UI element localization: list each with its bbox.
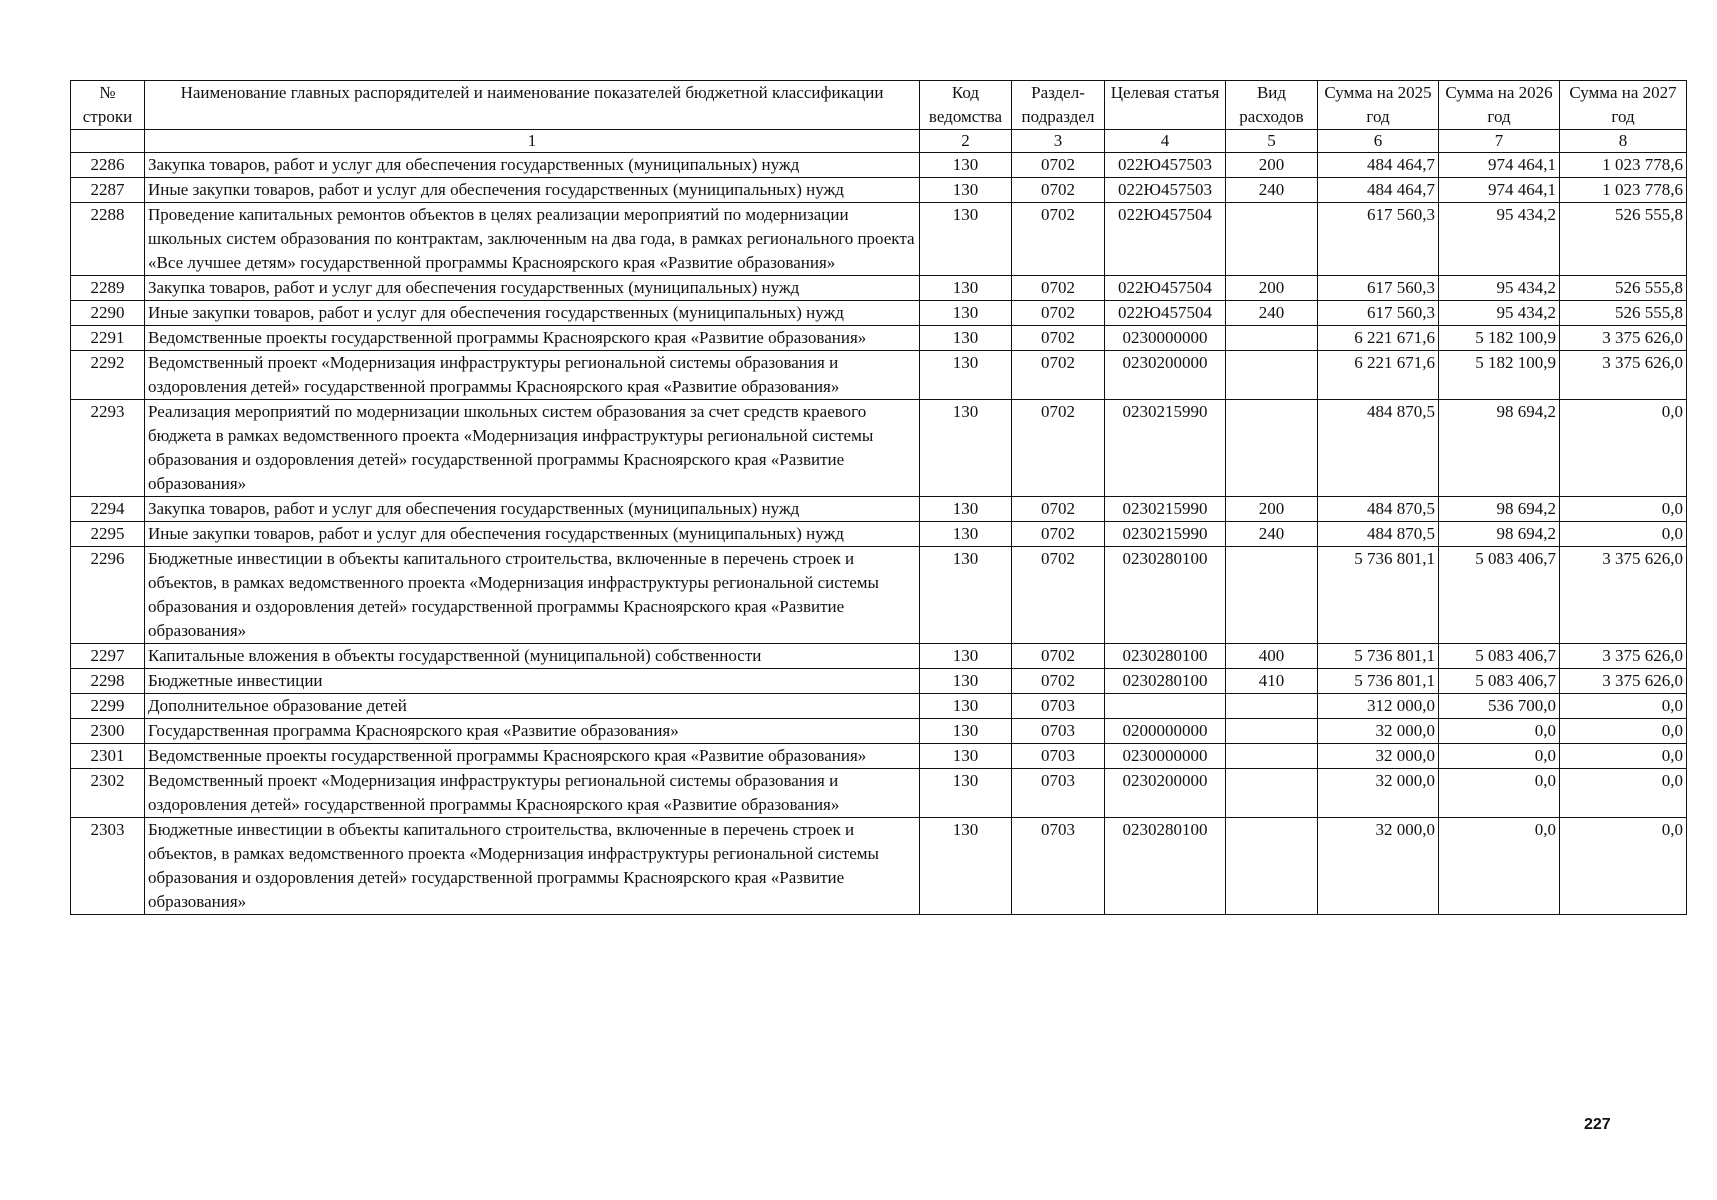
row-name-cell: Ведомственный проект «Модернизация инфраструктуры региональной системы образования и оздоровления детей» государственной программы Красноярского края «Развитие образования» bbox=[145, 351, 920, 400]
sum-2025-cell: 6 221 671,6 bbox=[1318, 326, 1439, 351]
vedomstvo-code-cell: 130 bbox=[920, 351, 1012, 400]
razdel-cell: 0703 bbox=[1012, 744, 1105, 769]
table-row bbox=[71, 669, 1687, 694]
row-name-cell: Бюджетные инвестиции bbox=[145, 669, 920, 694]
sum-2026-cell: 98 694,2 bbox=[1439, 497, 1560, 522]
razdel-cell: 0702 bbox=[1012, 276, 1105, 301]
sum-2026-cell: 5 083 406,7 bbox=[1439, 547, 1560, 644]
sum-2027-cell: 0,0 bbox=[1560, 522, 1687, 547]
row-number-cell: 2292 bbox=[71, 351, 145, 400]
razdel-cell: 0702 bbox=[1012, 669, 1105, 694]
table-row bbox=[71, 203, 1687, 276]
razdel-cell: 0702 bbox=[1012, 301, 1105, 326]
vid-rashodov-cell: 200 bbox=[1226, 276, 1318, 301]
razdel-cell: 0702 bbox=[1012, 644, 1105, 669]
row-name-cell: Бюджетные инвестиции в объекты капитального строительства, включенные в перечень строек и объектов, в рамках ведомственного проекта «Модернизация инфраструктуры региональной системы образования и оздоровления детей» государственной программы Красноярского края «Развитие образования» bbox=[145, 818, 920, 915]
column-number: 8 bbox=[1560, 130, 1687, 153]
table-row bbox=[71, 326, 1687, 351]
row-name-cell: Иные закупки товаров, работ и услуг для обеспечения государственных (муниципальных) нужд bbox=[145, 178, 920, 203]
row-number-cell: 2297 bbox=[71, 644, 145, 669]
sum-2025-cell: 6 221 671,6 bbox=[1318, 351, 1439, 400]
vedomstvo-code-cell: 130 bbox=[920, 400, 1012, 497]
sum-2026-cell: 95 434,2 bbox=[1439, 276, 1560, 301]
table-row bbox=[71, 153, 1687, 178]
sum-2025-cell: 5 736 801,1 bbox=[1318, 547, 1439, 644]
row-number-cell: 2294 bbox=[71, 497, 145, 522]
row-name-cell: Ведомственный проект «Модернизация инфраструктуры региональной системы образования и оздоровления детей» государственной программы Красноярского края «Развитие образования» bbox=[145, 769, 920, 818]
sum-2027-cell: 526 555,8 bbox=[1560, 203, 1687, 276]
sum-2027-cell: 0,0 bbox=[1560, 719, 1687, 744]
row-number-cell: 2302 bbox=[71, 769, 145, 818]
celevaya-statya-cell: 0230280100 bbox=[1105, 669, 1226, 694]
razdel-cell: 0703 bbox=[1012, 818, 1105, 915]
row-number-cell: 2290 bbox=[71, 301, 145, 326]
row-number-cell: 2300 bbox=[71, 719, 145, 744]
sum-2026-cell: 0,0 bbox=[1439, 769, 1560, 818]
sum-2025-cell: 32 000,0 bbox=[1318, 818, 1439, 915]
column-number: 2 bbox=[920, 130, 1012, 153]
razdel-cell: 0702 bbox=[1012, 178, 1105, 203]
column-number: 5 bbox=[1226, 130, 1318, 153]
celevaya-statya-cell: 0230200000 bbox=[1105, 769, 1226, 818]
vid-rashodov-cell: 240 bbox=[1226, 522, 1318, 547]
row-name-cell: Ведомственные проекты государственной программы Красноярского края «Развитие образования» bbox=[145, 326, 920, 351]
razdel-cell: 0702 bbox=[1012, 547, 1105, 644]
row-number-cell: 2291 bbox=[71, 326, 145, 351]
table-row bbox=[71, 744, 1687, 769]
budget-table bbox=[70, 80, 1687, 915]
celevaya-statya-cell: 0200000000 bbox=[1105, 719, 1226, 744]
table-header bbox=[71, 81, 1687, 153]
sum-2027-cell: 526 555,8 bbox=[1560, 301, 1687, 326]
row-name-cell: Ведомственные проекты государственной программы Красноярского края «Развитие образования» bbox=[145, 744, 920, 769]
vid-rashodov-cell: 410 bbox=[1226, 669, 1318, 694]
row-number-cell: 2288 bbox=[71, 203, 145, 276]
column-number: 3 bbox=[1012, 130, 1105, 153]
row-name-cell: Государственная программа Красноярского края «Развитие образования» bbox=[145, 719, 920, 744]
row-number-cell: 2293 bbox=[71, 400, 145, 497]
table-row bbox=[71, 351, 1687, 400]
table-row bbox=[71, 694, 1687, 719]
vedomstvo-code-cell: 130 bbox=[920, 301, 1012, 326]
celevaya-statya-cell: 0230000000 bbox=[1105, 744, 1226, 769]
sum-2025-cell: 32 000,0 bbox=[1318, 744, 1439, 769]
razdel-cell: 0702 bbox=[1012, 326, 1105, 351]
table-body bbox=[71, 153, 1687, 915]
column-number: 1 bbox=[145, 130, 920, 153]
celevaya-statya-cell: 022Ю457504 bbox=[1105, 301, 1226, 326]
vedomstvo-code-cell: 130 bbox=[920, 719, 1012, 744]
celevaya-statya-cell: 022Ю457503 bbox=[1105, 178, 1226, 203]
table-row bbox=[71, 178, 1687, 203]
header-sum-2027: Сумма на 2027 год bbox=[1560, 81, 1687, 130]
sum-2027-cell: 0,0 bbox=[1560, 694, 1687, 719]
row-name-cell: Бюджетные инвестиции в объекты капитального строительства, включенные в перечень строек и объектов, в рамках ведомственного проекта «Модернизация инфраструктуры региональной системы образования и оздоровления детей» государственной программы Красноярского края «Развитие образования» bbox=[145, 547, 920, 644]
row-name-cell: Капитальные вложения в объекты государственной (муниципальной) собственности bbox=[145, 644, 920, 669]
row-name-cell: Закупка товаров, работ и услуг для обеспечения государственных (муниципальных) нужд bbox=[145, 497, 920, 522]
sum-2025-cell: 617 560,3 bbox=[1318, 301, 1439, 326]
row-name-cell: Реализация мероприятий по модернизации школьных систем образования за счет средств краевого бюджета в рамках ведомственного проекта «Модернизация инфраструктуры региональной системы образования и оздоровления детей» государственной программы Красноярского края «Развитие образования» bbox=[145, 400, 920, 497]
razdel-cell: 0703 bbox=[1012, 769, 1105, 818]
vid-rashodov-cell: 240 bbox=[1226, 301, 1318, 326]
celevaya-statya-cell: 022Ю457504 bbox=[1105, 276, 1226, 301]
sum-2027-cell: 0,0 bbox=[1560, 769, 1687, 818]
row-number-cell: 2298 bbox=[71, 669, 145, 694]
razdel-cell: 0703 bbox=[1012, 719, 1105, 744]
vid-rashodov-cell bbox=[1226, 547, 1318, 644]
sum-2027-cell: 0,0 bbox=[1560, 400, 1687, 497]
sum-2026-cell: 98 694,2 bbox=[1439, 400, 1560, 497]
razdel-cell: 0702 bbox=[1012, 203, 1105, 276]
sum-2026-cell: 5 083 406,7 bbox=[1439, 644, 1560, 669]
table-row bbox=[71, 719, 1687, 744]
header-razdel-podrazdel: Раздел-подраздел bbox=[1012, 81, 1105, 130]
razdel-cell: 0702 bbox=[1012, 497, 1105, 522]
vedomstvo-code-cell: 130 bbox=[920, 744, 1012, 769]
row-number-cell: 2295 bbox=[71, 522, 145, 547]
table-row bbox=[71, 769, 1687, 818]
table-row bbox=[71, 400, 1687, 497]
celevaya-statya-cell: 0230280100 bbox=[1105, 644, 1226, 669]
sum-2025-cell: 32 000,0 bbox=[1318, 769, 1439, 818]
sum-2026-cell: 5 182 100,9 bbox=[1439, 351, 1560, 400]
vedomstvo-code-cell: 130 bbox=[920, 153, 1012, 178]
vid-rashodov-cell: 400 bbox=[1226, 644, 1318, 669]
razdel-cell: 0702 bbox=[1012, 522, 1105, 547]
header-row bbox=[71, 81, 1687, 130]
sum-2025-cell: 5 736 801,1 bbox=[1318, 644, 1439, 669]
header-sum-2025: Сумма на 2025 год bbox=[1318, 81, 1439, 130]
table-row bbox=[71, 497, 1687, 522]
vid-rashodov-cell bbox=[1226, 203, 1318, 276]
sum-2027-cell: 3 375 626,0 bbox=[1560, 351, 1687, 400]
sum-2025-cell: 484 464,7 bbox=[1318, 153, 1439, 178]
sum-2027-cell: 3 375 626,0 bbox=[1560, 669, 1687, 694]
celevaya-statya-cell: 022Ю457503 bbox=[1105, 153, 1226, 178]
page-number: 227 bbox=[1584, 1116, 1611, 1133]
vedomstvo-code-cell: 130 bbox=[920, 276, 1012, 301]
sum-2026-cell: 0,0 bbox=[1439, 719, 1560, 744]
vid-rashodov-cell bbox=[1226, 351, 1318, 400]
sum-2026-cell: 974 464,1 bbox=[1439, 153, 1560, 178]
sum-2026-cell: 95 434,2 bbox=[1439, 301, 1560, 326]
row-number-cell: 2286 bbox=[71, 153, 145, 178]
celevaya-statya-cell: 0230000000 bbox=[1105, 326, 1226, 351]
vedomstvo-code-cell: 130 bbox=[920, 203, 1012, 276]
row-name-cell: Иные закупки товаров, работ и услуг для обеспечения государственных (муниципальных) нужд bbox=[145, 522, 920, 547]
celevaya-statya-cell: 0230215990 bbox=[1105, 400, 1226, 497]
header-vedomstvo-code: Код ведомства bbox=[920, 81, 1012, 130]
vedomstvo-code-cell: 130 bbox=[920, 497, 1012, 522]
sum-2025-cell: 32 000,0 bbox=[1318, 719, 1439, 744]
sum-2027-cell: 3 375 626,0 bbox=[1560, 547, 1687, 644]
sum-2025-cell: 312 000,0 bbox=[1318, 694, 1439, 719]
vedomstvo-code-cell: 130 bbox=[920, 818, 1012, 915]
header-row-number: № строки bbox=[71, 81, 145, 130]
vid-rashodov-cell: 200 bbox=[1226, 153, 1318, 178]
sum-2027-cell: 3 375 626,0 bbox=[1560, 326, 1687, 351]
sum-2027-cell: 3 375 626,0 bbox=[1560, 644, 1687, 669]
vedomstvo-code-cell: 130 bbox=[920, 644, 1012, 669]
vedomstvo-code-cell: 130 bbox=[920, 178, 1012, 203]
header-vid-rashodov: Вид расходов bbox=[1226, 81, 1318, 130]
row-name-cell: Проведение капитальных ремонтов объектов в целях реализации мероприятий по модернизации школьных систем образования по контрактам, заключенным на два года, в рамках регионального проекта «Все лучшее детям» государственной программы Красноярского края «Развитие образования» bbox=[145, 203, 920, 276]
vid-rashodov-cell bbox=[1226, 694, 1318, 719]
vid-rashodov-cell bbox=[1226, 744, 1318, 769]
vid-rashodov-cell bbox=[1226, 818, 1318, 915]
sum-2026-cell: 98 694,2 bbox=[1439, 522, 1560, 547]
vid-rashodov-cell: 200 bbox=[1226, 497, 1318, 522]
celevaya-statya-cell bbox=[1105, 694, 1226, 719]
vid-rashodov-cell: 240 bbox=[1226, 178, 1318, 203]
table-row bbox=[71, 818, 1687, 915]
column-number: 4 bbox=[1105, 130, 1226, 153]
sum-2025-cell: 484 870,5 bbox=[1318, 400, 1439, 497]
sum-2025-cell: 5 736 801,1 bbox=[1318, 669, 1439, 694]
celevaya-statya-cell: 022Ю457504 bbox=[1105, 203, 1226, 276]
razdel-cell: 0702 bbox=[1012, 400, 1105, 497]
vedomstvo-code-cell: 130 bbox=[920, 669, 1012, 694]
column-number: 6 bbox=[1318, 130, 1439, 153]
column-number-row bbox=[71, 130, 1687, 153]
row-number-cell: 2287 bbox=[71, 178, 145, 203]
vid-rashodov-cell bbox=[1226, 769, 1318, 818]
column-number: 7 bbox=[1439, 130, 1560, 153]
row-name-cell: Иные закупки товаров, работ и услуг для обеспечения государственных (муниципальных) нужд bbox=[145, 301, 920, 326]
celevaya-statya-cell: 0230215990 bbox=[1105, 522, 1226, 547]
sum-2026-cell: 974 464,1 bbox=[1439, 178, 1560, 203]
vedomstvo-code-cell: 130 bbox=[920, 522, 1012, 547]
sum-2026-cell: 95 434,2 bbox=[1439, 203, 1560, 276]
celevaya-statya-cell: 0230200000 bbox=[1105, 351, 1226, 400]
sum-2025-cell: 617 560,3 bbox=[1318, 276, 1439, 301]
razdel-cell: 0703 bbox=[1012, 694, 1105, 719]
sum-2025-cell: 484 464,7 bbox=[1318, 178, 1439, 203]
header-celevaya-statya: Целевая статья bbox=[1105, 81, 1226, 130]
sum-2025-cell: 617 560,3 bbox=[1318, 203, 1439, 276]
sum-2027-cell: 1 023 778,6 bbox=[1560, 153, 1687, 178]
table-row bbox=[71, 522, 1687, 547]
sum-2027-cell: 0,0 bbox=[1560, 497, 1687, 522]
sum-2026-cell: 0,0 bbox=[1439, 818, 1560, 915]
table-row bbox=[71, 547, 1687, 644]
vedomstvo-code-cell: 130 bbox=[920, 694, 1012, 719]
row-name-cell: Закупка товаров, работ и услуг для обеспечения государственных (муниципальных) нужд bbox=[145, 153, 920, 178]
row-number-cell: 2301 bbox=[71, 744, 145, 769]
sum-2026-cell: 5 083 406,7 bbox=[1439, 669, 1560, 694]
sum-2026-cell: 5 182 100,9 bbox=[1439, 326, 1560, 351]
row-number-cell: 2299 bbox=[71, 694, 145, 719]
table-row bbox=[71, 276, 1687, 301]
row-number-cell: 2303 bbox=[71, 818, 145, 915]
razdel-cell: 0702 bbox=[1012, 153, 1105, 178]
razdel-cell: 0702 bbox=[1012, 351, 1105, 400]
vedomstvo-code-cell: 130 bbox=[920, 547, 1012, 644]
vedomstvo-code-cell: 130 bbox=[920, 326, 1012, 351]
sum-2026-cell: 0,0 bbox=[1439, 744, 1560, 769]
row-number-cell: 2296 bbox=[71, 547, 145, 644]
vid-rashodov-cell bbox=[1226, 719, 1318, 744]
table-row bbox=[71, 644, 1687, 669]
sum-2027-cell: 1 023 778,6 bbox=[1560, 178, 1687, 203]
sum-2027-cell: 0,0 bbox=[1560, 818, 1687, 915]
column-number bbox=[71, 130, 145, 153]
vid-rashodov-cell bbox=[1226, 400, 1318, 497]
sum-2025-cell: 484 870,5 bbox=[1318, 497, 1439, 522]
row-name-cell: Дополнительное образование детей bbox=[145, 694, 920, 719]
sum-2027-cell: 526 555,8 bbox=[1560, 276, 1687, 301]
table-row bbox=[71, 301, 1687, 326]
header-name: Наименование главных распорядителей и наименование показателей бюджетной классификации bbox=[145, 81, 920, 130]
vedomstvo-code-cell: 130 bbox=[920, 769, 1012, 818]
row-number-cell: 2289 bbox=[71, 276, 145, 301]
sum-2027-cell: 0,0 bbox=[1560, 744, 1687, 769]
celevaya-statya-cell: 0230280100 bbox=[1105, 818, 1226, 915]
vid-rashodov-cell bbox=[1226, 326, 1318, 351]
sum-2026-cell: 536 700,0 bbox=[1439, 694, 1560, 719]
header-sum-2026: Сумма на 2026 год bbox=[1439, 81, 1560, 130]
row-name-cell: Закупка товаров, работ и услуг для обеспечения государственных (муниципальных) нужд bbox=[145, 276, 920, 301]
sum-2025-cell: 484 870,5 bbox=[1318, 522, 1439, 547]
celevaya-statya-cell: 0230280100 bbox=[1105, 547, 1226, 644]
celevaya-statya-cell: 0230215990 bbox=[1105, 497, 1226, 522]
